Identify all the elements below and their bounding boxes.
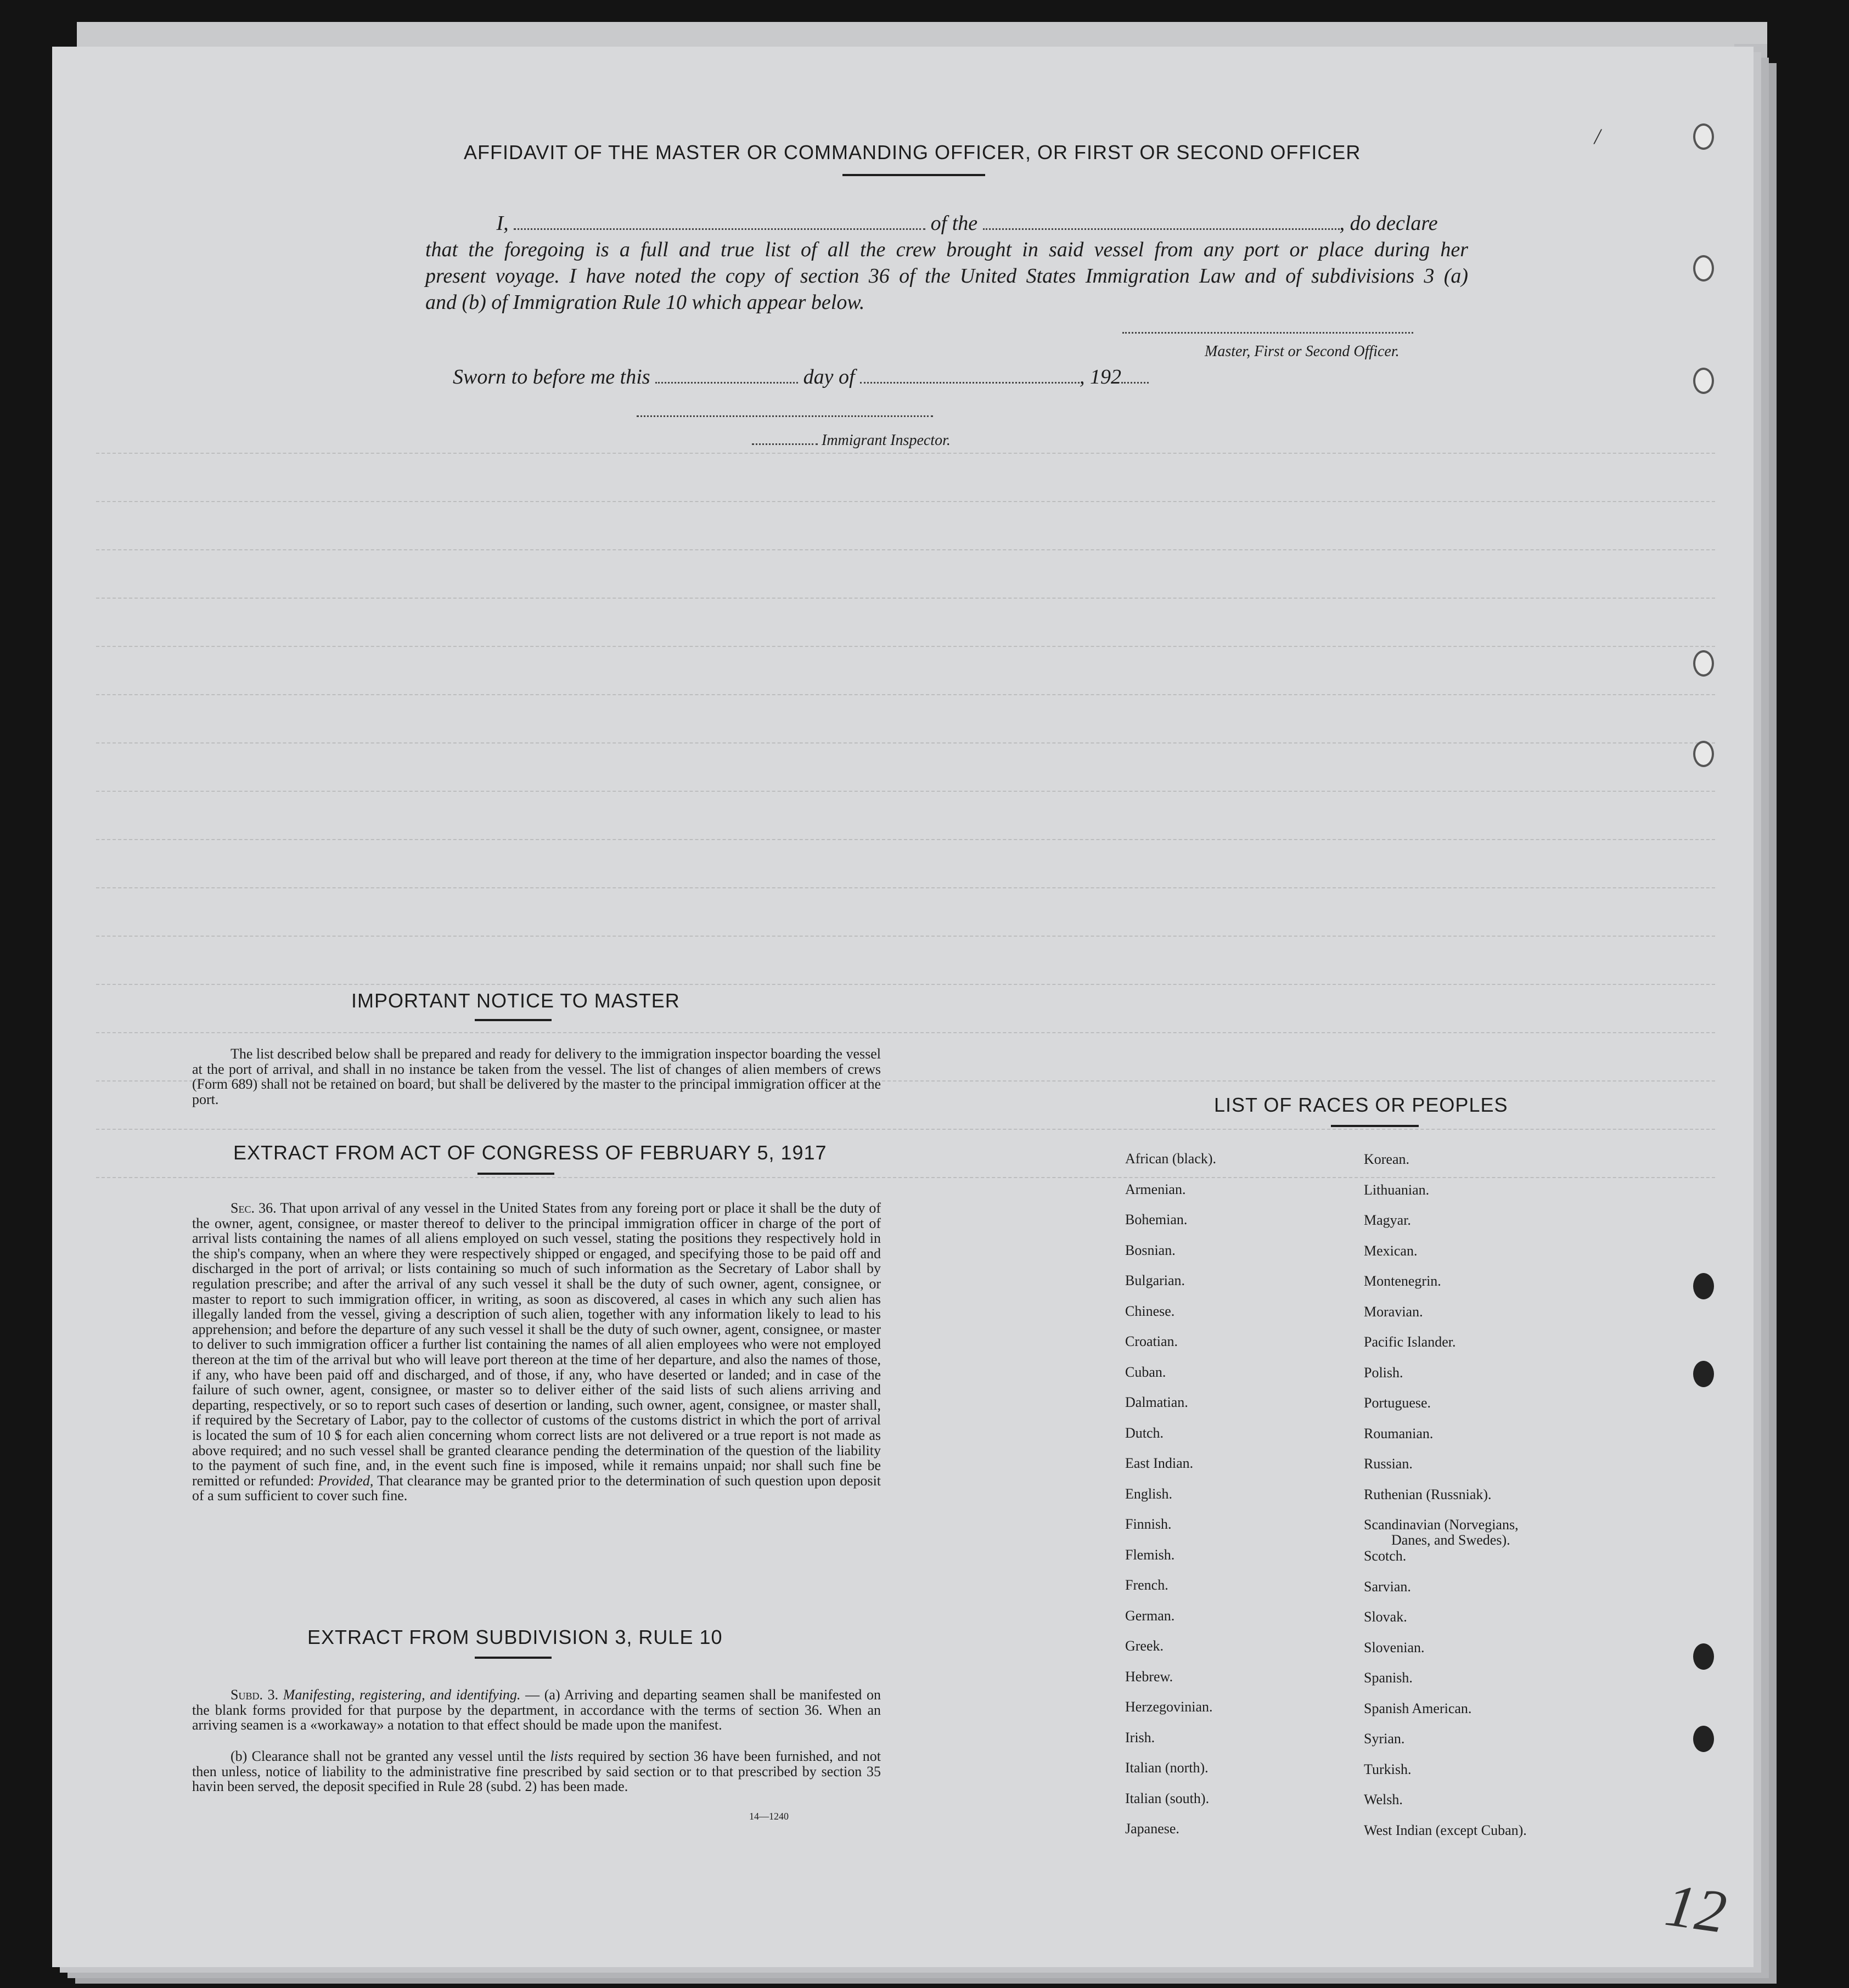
race-item: East Indian. — [1125, 1455, 1194, 1471]
form-number: 14—1240 — [749, 1811, 789, 1822]
race-item: Bulgarian. — [1125, 1272, 1185, 1288]
punch-hole — [1693, 1273, 1714, 1299]
handwritten-tick: / — [1594, 124, 1601, 149]
race-item: Russian. — [1364, 1456, 1413, 1472]
notice-title: IMPORTANT NOTICE TO MASTER — [351, 989, 680, 1012]
act-title: EXTRACT FROM ACT OF CONGRESS OF FEBRUARY 5, 1917 — [233, 1141, 827, 1164]
act-provided-label: Provided, — [318, 1472, 374, 1489]
race-item: Polish. — [1364, 1364, 1403, 1381]
act-provided-text: That clearance may be granted prior to the determination of such question upon deposit of a sum sufficient to cover such fine. — [192, 1472, 881, 1504]
act-sec-label: Sec. 36. — [231, 1200, 277, 1216]
master-signature-label: Master, First or Second Officer. — [1205, 343, 1400, 360]
race-item: French. — [1125, 1577, 1168, 1593]
sworn-year: , 192 — [1080, 365, 1122, 388]
punch-hole — [1693, 1726, 1714, 1752]
race-item: Portuguese. — [1364, 1395, 1431, 1411]
race-item: English. — [1125, 1485, 1172, 1502]
punch-hole — [1693, 1361, 1714, 1387]
race-item: Sarvian. — [1364, 1578, 1411, 1595]
race-item: Dalmatian. — [1125, 1394, 1188, 1410]
rule-para-a-text: — (a) Arriving and departing seamen shall be manifested on the blank forms provided for that purpose by the department, in accordance with the terms of section 36. When an arriving seamen is a «workaway» a notation to that effect should be made upon the manifest. — [192, 1687, 881, 1733]
race-item: Slovenian. — [1364, 1639, 1425, 1655]
affidavit-of-the: of the — [930, 212, 978, 235]
race-item: Italian (south). — [1125, 1790, 1210, 1806]
rule-title-rule — [475, 1657, 552, 1659]
act-title-rule — [477, 1173, 554, 1175]
punch-hole — [1693, 368, 1714, 394]
affidavit-title: AFFIDAVIT OF THE MASTER OR COMMANDING OFFICER, OR FIRST OR SECOND OFFICER — [464, 141, 1361, 164]
race-item: African (black). — [1125, 1151, 1217, 1167]
notice-title-rule — [475, 1019, 552, 1021]
race-item: German. — [1125, 1607, 1175, 1624]
rule-para-b — [192, 1749, 881, 1794]
inspector-label: Immigrant Inspector. — [822, 432, 951, 449]
sworn-prefix: Sworn to before me this — [453, 365, 650, 388]
race-item: Irish. — [1125, 1729, 1155, 1745]
race-item: Italian (north). — [1125, 1760, 1209, 1776]
document-sheet — [52, 47, 1754, 1967]
race-item: West Indian (except Cuban). — [1364, 1822, 1527, 1838]
affidavit-line-1 — [425, 211, 1468, 235]
sworn-day-of: day of — [803, 365, 855, 388]
races-title: LIST OF RACES OR PEOPLES — [1214, 1094, 1508, 1116]
inspector-line — [752, 432, 951, 449]
race-item: Roumanian. — [1364, 1425, 1434, 1441]
rule-para-b-start: (b) Clearance shall not be granted any vessel until the — [231, 1748, 546, 1764]
rule-subd-label: Subd. 3. — [231, 1687, 279, 1703]
race-item: Magyar. — [1364, 1212, 1411, 1228]
sworn-day-blank — [655, 382, 798, 384]
race-item: Spanish American. — [1364, 1700, 1472, 1716]
rule-para-b-lists: lists — [550, 1748, 574, 1764]
race-item: Korean. — [1364, 1151, 1410, 1167]
sworn-year-blank — [1121, 382, 1149, 384]
race-item: Mexican. — [1364, 1242, 1418, 1259]
race-item: Croatian. — [1125, 1333, 1178, 1349]
vessel-blank — [983, 228, 1340, 230]
affidavit-line-2: that the foregoing is a full and true list of all the crew brought in said vessel from any port or place during her — [425, 238, 1468, 261]
race-item: Flemish. — [1125, 1546, 1175, 1563]
affidavit-line-4: and (b) of Immigration Rule 10 which appear below. — [425, 291, 865, 314]
race-item: Scandinavian (Norvegians, — [1364, 1517, 1519, 1533]
race-item: Armenian. — [1125, 1181, 1186, 1197]
rule-para-a — [192, 1687, 881, 1733]
race-item: Finnish. — [1125, 1516, 1172, 1532]
race-item: Montenegrin. — [1364, 1273, 1441, 1289]
rule-subd-title: Manifesting, registering, and identifying. — [283, 1687, 521, 1703]
race-item: Bosnian. — [1125, 1242, 1176, 1258]
race-item: Pacific Islander. — [1364, 1334, 1456, 1350]
race-item: Slovak. — [1364, 1609, 1407, 1625]
master-signature-blank — [1122, 332, 1413, 334]
inspector-signature-blank — [637, 415, 933, 417]
race-item: Herzegovinian. — [1125, 1699, 1213, 1715]
sworn-month-blank — [860, 382, 1080, 384]
rule-title: EXTRACT FROM SUBDIVISION 3, RULE 10 — [307, 1626, 723, 1648]
race-item: Syrian. — [1364, 1731, 1405, 1747]
race-item: Lithuanian. — [1364, 1181, 1430, 1198]
affidavit-line-3: present voyage. I have noted the copy of section 36 of the United States Immigration Law and of subdivisions 3 (a) — [425, 264, 1468, 288]
act-body — [192, 1201, 881, 1503]
race-item: Dutch. — [1125, 1424, 1164, 1441]
rule-para-b-rest: required by section 36 have been furnished, and not then unless, notice of liability to the administrative fine prescribed by said section or to that prescribed by section 35 havin been served, the deposit specified in Rule 28 (subd. 2) has been made. — [192, 1748, 881, 1795]
race-item: Spanish. — [1364, 1670, 1413, 1686]
handwritten-page-number: 12 — [1661, 1871, 1731, 1946]
race-item: Greek. — [1125, 1638, 1164, 1654]
punch-hole — [1693, 650, 1714, 677]
race-item: Ruthenian (Russniak). — [1364, 1486, 1492, 1502]
punch-hole — [1693, 741, 1714, 767]
punch-hole — [1693, 1643, 1714, 1670]
affidavit-title-rule — [842, 174, 985, 176]
affidavit-i: I, — [496, 212, 509, 235]
race-item: Bohemian. — [1125, 1212, 1188, 1227]
name-blank — [514, 228, 925, 230]
act-body-text: That upon arrival of any vessel in the United States from any foreing port or place it shall be the duty of the owner, agent, consignee, or master thereof to deliver to the principal immigration officer in charge of the port of arrival lists containing the names of all aliens employed on such vessel, stating the positions they respectively hold in the ship's company, when an where they were respectively shipped or engaged, and specifying those to be paid off and discharged in the port of arrival; or lists containing so much of such information as the Secretary of Labor shall by regulation prescribe; and after the arrival of any such vessel it shall be the duty of such owner, agent, consignee, or master to report to such immigration officer, in writing, as soon as discovered, al cases in which any such alien has illegally landed from the vessel, giving a description of such alien, together with any information likely to lead to his apprehension; and before the departure of any such vessel it shall be the duty of such owner, agent, consignee, or master to deliver to such immigration officer a further list containing the names of all alien employees who were not employed thereon at the tim of the arrival but who will leave port thereon at the time of her departure, and also the names of those, if any, who have been paid off and discharged, and of those, if any, who have deserted or landed; and in case of the failure of such owner, agent, consignee, or master so to deliver either of the said lists of such aliens arriving and departing, respectively, or so to report such cases of desertion or landing, such owner, agent, consignee, or master shall, if required by the Secretary of Labor, pay to the collector of customs of the customs district in which the port of arrival is located the sum of 10 $ for each alien concerning whom correct lists are not delivered or a true report is not made as above required; and no such vessel shall be granted clearance pending the determination of the question of the liability to the payment of such fine, and, in the event such fine is imposed, while it remains unpaid; nor shall such fine be remitted or refunded: — [192, 1200, 881, 1489]
race-item: Welsh. — [1364, 1792, 1403, 1807]
notice-body: The list described below shall be prepared and ready for delivery to the immigration inspector boarding the vessel at the port of arrival, and shall in no instance be taken from the vessel. The list of changes of alien members of crews (Form 689) shall not be retained on board, but shall be delivered by the master to the principal immigration officer at the port. — [192, 1046, 881, 1107]
affidavit-declare: , do declare — [1339, 212, 1438, 235]
race-item: Hebrew. — [1125, 1668, 1173, 1685]
race-item: Japanese. — [1125, 1821, 1179, 1837]
race-item: Scotch. — [1364, 1548, 1407, 1564]
race-item: Turkish. — [1364, 1761, 1412, 1777]
race-item: Cuban. — [1125, 1364, 1166, 1380]
race-item: Danes, and Swedes). — [1391, 1531, 1510, 1548]
punch-hole — [1693, 123, 1714, 150]
races-title-rule — [1331, 1125, 1419, 1127]
punch-hole — [1693, 255, 1714, 281]
sworn-line — [453, 365, 1149, 389]
race-item: Chinese. — [1125, 1303, 1175, 1319]
race-item: Moravian. — [1364, 1303, 1423, 1320]
